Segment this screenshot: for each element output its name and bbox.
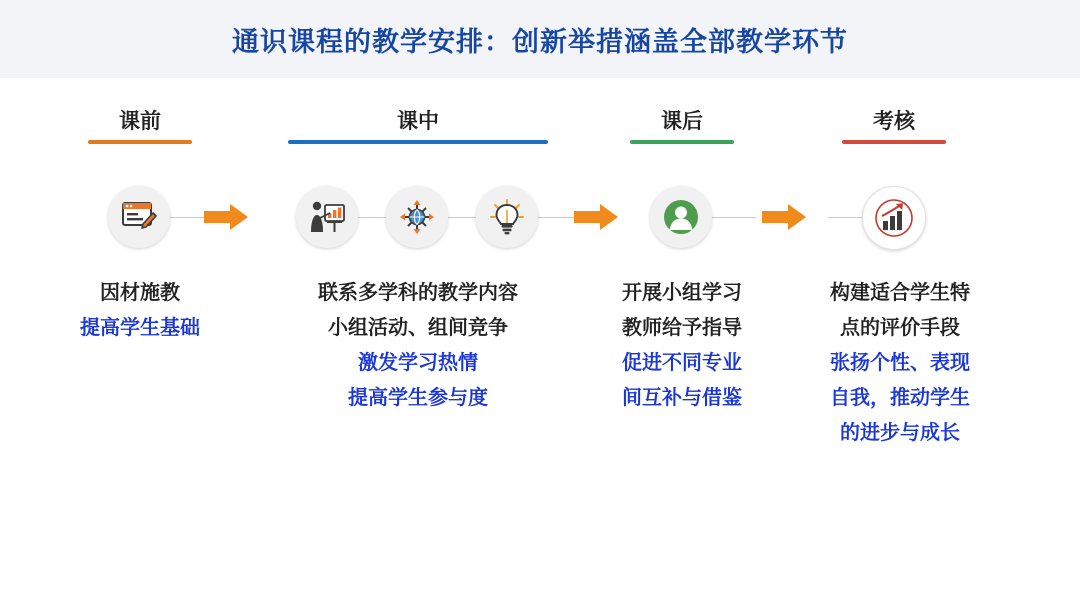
phase-underline-during: [288, 140, 548, 144]
node-after[interactable]: [650, 186, 712, 248]
phase-line: 间互补与借鉴: [622, 387, 742, 409]
arrow-1: [204, 204, 248, 230]
phase-line: 提高学生基础: [80, 317, 200, 339]
phase-line: 因材施教: [100, 282, 180, 304]
track-segment-6: [828, 217, 862, 218]
phase-line: 构建适合学生特: [830, 282, 970, 304]
track-segment-5: [710, 217, 756, 218]
phase-line: 促进不同专业: [622, 352, 742, 374]
node-during-1[interactable]: [296, 186, 358, 248]
person-profile-icon: [661, 197, 701, 237]
teacher-chart-icon: [308, 200, 346, 234]
phase-line: 自我，推动学生: [830, 387, 970, 409]
node-during-3[interactable]: [476, 186, 538, 248]
page-title: 通识课程的教学安排：创新举措涵盖全部教学环节: [232, 26, 848, 57]
node-before[interactable]: [108, 186, 170, 248]
track-segment-1: [168, 217, 204, 218]
phase-line: 张扬个性、表现: [830, 352, 970, 374]
phase-underline-assess: [842, 140, 946, 144]
phase-line: 点的评价手段: [840, 317, 960, 339]
phase-label-assess: 考核: [873, 110, 915, 133]
phase-label-before: 课前: [119, 110, 161, 133]
globe-network-icon: [398, 198, 436, 236]
phase-line: 激发学习热情: [358, 352, 478, 374]
phase-underline-after: [630, 140, 734, 144]
node-during-2[interactable]: [386, 186, 448, 248]
phase-line: 的进步与成长: [840, 422, 960, 444]
phase-text-before: [40, 276, 240, 346]
arrow-2: [574, 204, 618, 230]
node-assess[interactable]: [862, 186, 926, 250]
title-bar: [0, 0, 1080, 78]
phase-header-assess: [842, 108, 946, 144]
arrow-3: [762, 204, 806, 230]
phase-line: 教师给予指导: [622, 317, 742, 339]
phase-label-after: 课后: [661, 110, 703, 133]
phase-text-after: [592, 276, 772, 416]
phase-text-assess: [800, 276, 1000, 451]
phase-line: 开展小组学习: [622, 282, 742, 304]
phase-label-during: 课中: [397, 110, 439, 133]
phase-underline-before: [88, 140, 192, 144]
phase-text-during: [278, 276, 558, 416]
lightbulb-idea-icon: [489, 199, 525, 235]
phase-line: 联系多学科的教学内容: [318, 282, 518, 304]
phase-header-during: [288, 108, 548, 144]
growth-chart-icon: [874, 199, 914, 237]
presentation-board-icon: [121, 200, 157, 234]
phase-header-after: [630, 108, 734, 144]
diagram-stage: [0, 78, 1080, 608]
phase-header-before: [88, 108, 192, 144]
phase-line: 小组活动、组间竞争: [328, 317, 508, 339]
phase-line: 提高学生参与度: [348, 387, 488, 409]
